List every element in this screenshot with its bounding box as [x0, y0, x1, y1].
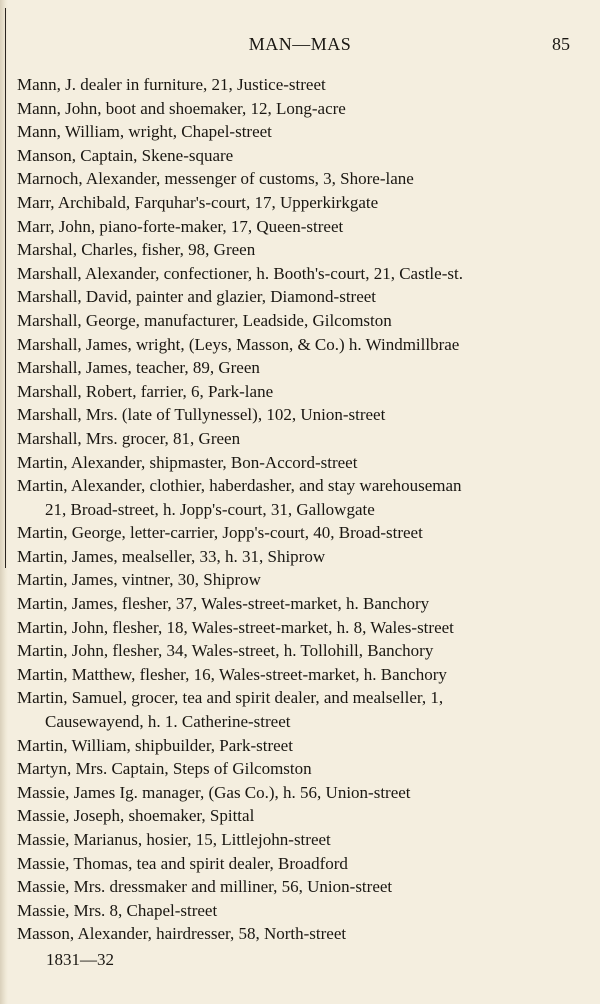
page-edge	[0, 0, 8, 1004]
directory-entry: Marshall, David, painter and glazier, Diamond-street	[17, 287, 377, 307]
directory-entry: Marshall, George, manufacturer, Leadside, Gilcomston	[17, 310, 392, 330]
directory-entry: Marr, Archibald, Farquhar's-court, 17, Upperkirkgate	[17, 192, 379, 212]
directory-entry: Martin, James, vintner, 30, Shiprow	[17, 570, 261, 590]
directory-entry: Martin, James, mealseller, 33, h. 31, Shiprow	[17, 546, 326, 566]
directory-entry: Martin, John, flesher, 34, Wales-street, h. Tollohill, Banchory	[17, 641, 434, 661]
directory-entry: Martin, John, flesher, 18, Wales-street-market, h. 8, Wales-street	[17, 617, 454, 637]
directory-entry: Marshall, James, teacher, 89, Green	[17, 358, 260, 378]
directory-entry: Masson, Alexander, hairdresser, 58, North-street	[17, 924, 347, 944]
directory-entry: Marr, John, piano-forte-maker, 17, Queen-street	[17, 216, 344, 236]
binding-edge-line	[5, 8, 6, 568]
directory-entry: Martin, William, shipbuilder, Park-street	[17, 735, 293, 755]
directory-entry: Marshall, Alexander, confectioner, h. Booth's-court, 21, Castle-st.	[17, 263, 463, 283]
directory-entry: Martin, Alexander, clothier, haberdasher, and stay warehouseman	[17, 476, 462, 496]
directory-entry: Martin, George, letter-carrier, Jopp's-court, 40, Broad-street	[17, 523, 423, 543]
directory-entry: Marshall, Mrs. grocer, 81, Green	[17, 428, 241, 448]
directory-entry: Marnoch, Alexander, messenger of customs, 3, Shore-lane	[17, 169, 414, 189]
directory-entry-continuation: 21, Broad-street, h. Jopp's-court, 31, Gallowgate	[45, 499, 375, 519]
directory-entry: Massie, Marianus, hosier, 15, Littlejohn-street	[17, 830, 331, 849]
directory-entry: Massie, Mrs. dressmaker and milliner, 56, Union-street	[17, 877, 393, 897]
directory-entry: Marshall, Mrs. (late of Tullynessel), 102, Union-street	[17, 405, 386, 425]
directory-entry: Massie, James Ig. manager, (Gas Co.), h. 56, Union-street	[17, 782, 411, 802]
directory-entry: Mann, John, boot and shoemaker, 12, Long-acre	[17, 98, 346, 118]
directory-entry: Massie, Joseph, shoemaker, Spittal	[17, 806, 255, 826]
directory-entry: Mann, William, wright, Chapel-street	[17, 122, 272, 142]
directory-entry: Marshall, James, wright, (Leys, Masson, & Co.) h. Windmillbrae	[17, 334, 460, 354]
printer-signature: 1831—32	[46, 950, 114, 969]
directory-entries	[17, 73, 577, 946]
page-header	[0, 32, 600, 58]
directory-entry: Martyn, Mrs. Captain, Steps of Gilcomston	[17, 759, 312, 779]
directory-entry: Marshall, Robert, farrier, 6, Park-lane	[17, 381, 274, 401]
directory-entry: Massie, Mrs. 8, Chapel-street	[17, 900, 218, 920]
directory-entry-continuation: Causewayend, h. 1. Catherine-street	[45, 712, 291, 732]
directory-entry: Martin, James, flesher, 37, Wales-street-market, h. Banchory	[17, 594, 430, 614]
directory-entry: Martin, Matthew, flesher, 16, Wales-street-market, h. Banchory	[17, 664, 447, 684]
directory-entry: Martin, Alexander, shipmaster, Bon-Accord-street	[17, 452, 358, 472]
page-number: 85	[552, 34, 570, 54]
running-head: MAN—MAS	[248, 34, 352, 54]
directory-entry: Martin, Samuel, grocer, tea and spirit dealer, and mealseller, 1,	[17, 688, 444, 708]
directory-entry: Manson, Captain, Skene-square	[17, 145, 234, 165]
directory-entry: Marshal, Charles, fisher, 98, Green	[17, 240, 256, 260]
directory-entry: Massie, Thomas, tea and spirit dealer, Broadford	[17, 853, 348, 873]
directory-entry: Mann, J. dealer in furniture, 21, Justice-street	[17, 75, 326, 94]
